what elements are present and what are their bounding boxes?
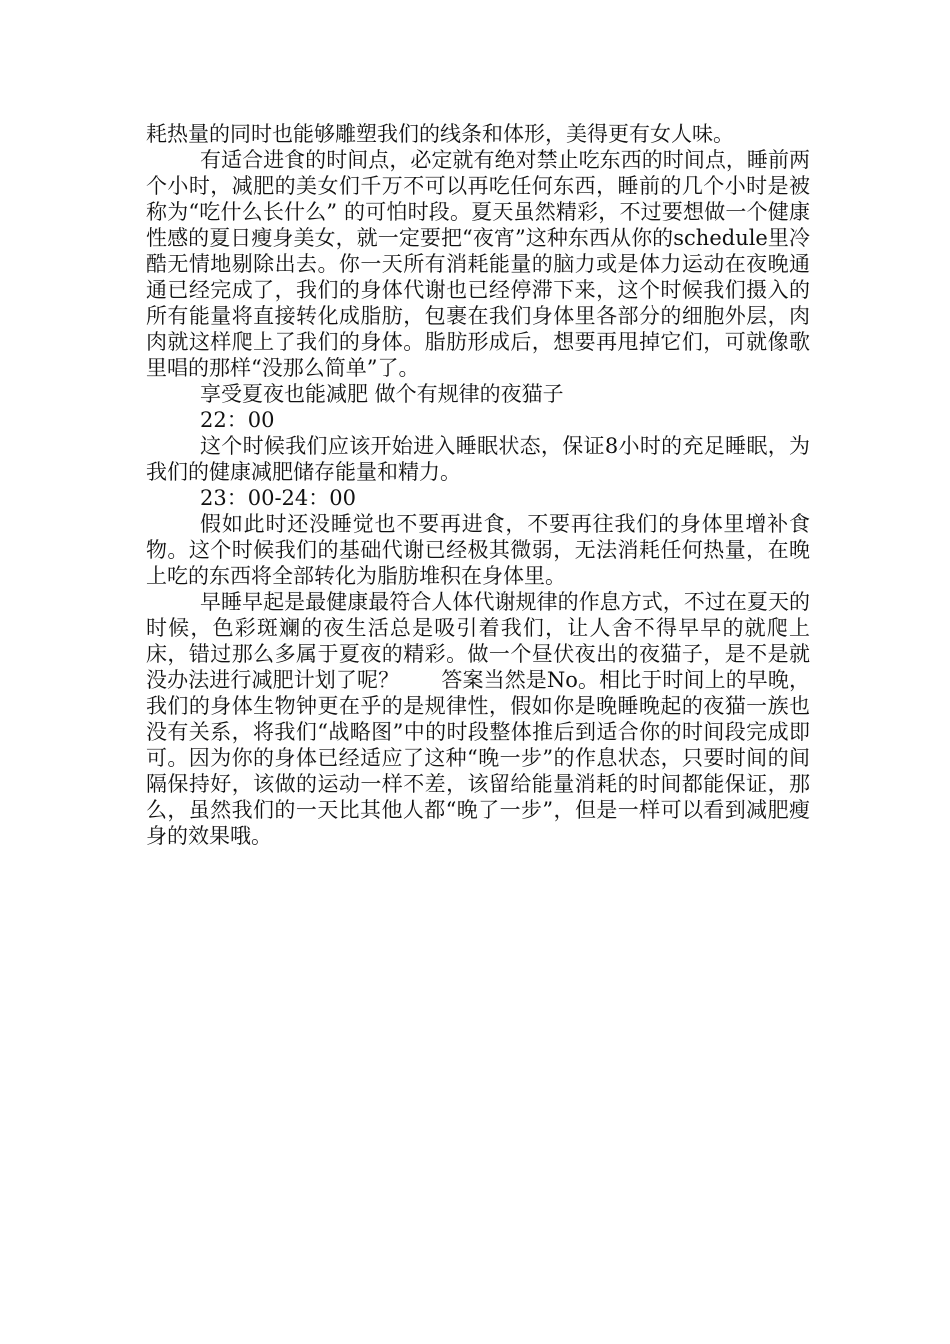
paragraph-late-night-eating: 有适合进食的时间点，必定就有绝对禁止吃东西的时间点，睡前两个小时，减肥的美女们千万不可以再吃任何东西，睡前的几个小时是被称为“吃什么长什么” 的可怕时段。夏天虽然精彩，不过要想做一个健康性感的夏日瘦身美女，就一定要把“夜宵”这种东西从你的schedule里冷酷无情地剔除出去。你一天所有消耗能量的脑力或是体力运动在夜晚通通已经完成了，我们的身体代谢也已经停滞下来，这个时候我们摄入的所有能量将直接转化成脂肪，包裹在我们身体里各部分的细胞外层，肉肉就这样爬上了我们的身体。脂肪形成后，想要再甩掉它们，可就像歌里唱的那样“没那么简单”了。 (146, 148, 810, 380)
document-body (146, 121, 810, 849)
section-heading: 享受夏夜也能减肥 做个有规律的夜猫子 (200, 382, 564, 406)
paragraph-continuation: 耗热量的同时也能够雕塑我们的线条和体形，美得更有女人味。 (146, 122, 734, 146)
time-heading-2300: 23：00-24：00 (200, 486, 356, 510)
paragraph-night-owl: 早睡早起是最健康最符合人体代谢规律的作息方式，不过在夏天的时候，色彩斑斓的夜生活总是吸引着我们，让人舍不得早早的就爬上床，错过那么多属于夏夜的精彩。做一个昼伏夜出的夜猫子，是不是就没办法进行减肥计划了呢？ 答案当然是No。相比于时间上的早晚，我们的身体生物钟更在乎的是规律性，假如你是晚睡晚起的夜猫一族也没有关系，将我们“战略图”中的时段整体推后到适合你的时间段完成即可。因为你的身体已经适应了这种“晚一步”的作息状态，只要时间的间隔保持好，该做的运动一样不差，该留给能量消耗的时间都能保证，那么，虽然我们的一天比其他人都“晚了一步”，但是一样可以看到减肥瘦身的效果哦。 (146, 590, 810, 848)
time-heading-2200: 22：00 (200, 408, 275, 432)
paragraph-no-eating: 假如此时还没睡觉也不要再进食，不要再往我们的身体里增补食物。这个时候我们的基础代谢已经极其微弱，无法消耗任何热量，在晚上吃的东西将全部转化为脂肪堆积在身体里。 (146, 512, 810, 588)
paragraph-sleep: 这个时候我们应该开始进入睡眠状态，保证8小时的充足睡眠，为我们的健康减肥储存能量和精力。 (146, 434, 810, 484)
